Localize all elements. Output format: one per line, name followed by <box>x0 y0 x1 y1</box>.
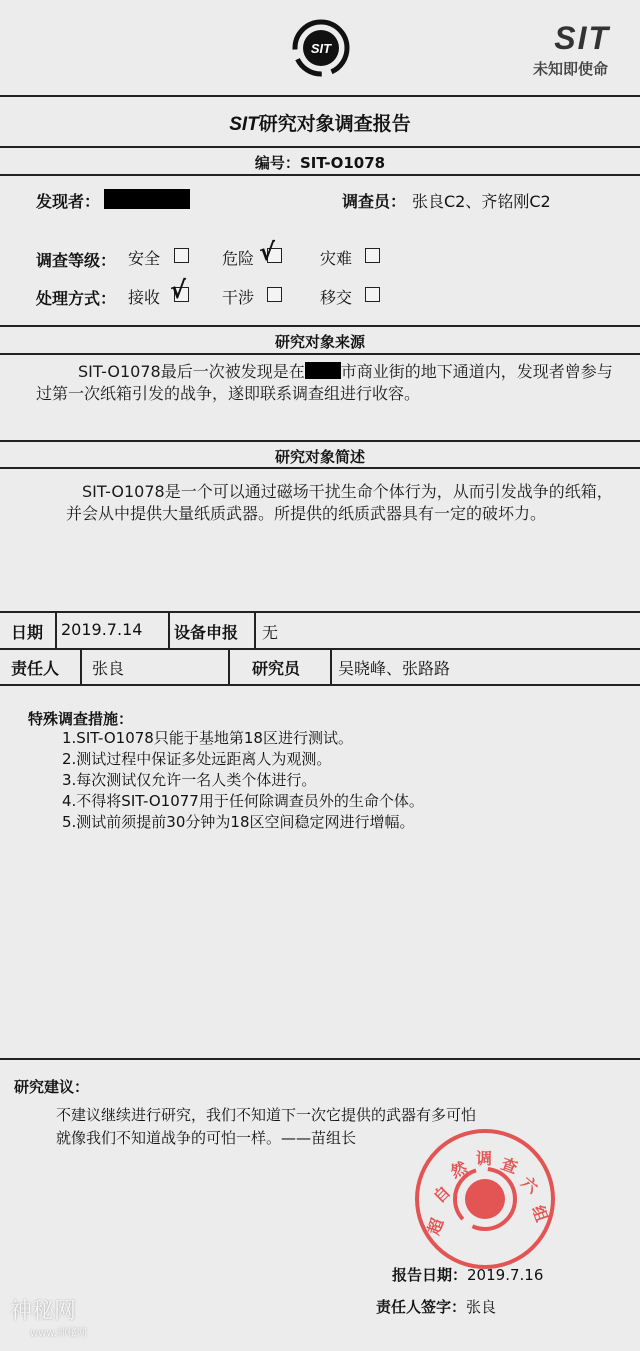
watermark-sub: www.神秘网 <box>30 1328 87 1339</box>
svg-text:六: 六 <box>517 1172 542 1198</box>
handling-checkbox-intervene[interactable] <box>267 287 282 302</box>
svg-text:然: 然 <box>447 1157 471 1182</box>
report-title <box>0 109 640 136</box>
divider <box>0 353 640 355</box>
divider <box>0 1058 640 1060</box>
source-text-part2: 市商业街的地下通道内，发现者曾参与过第一次纸箱引发的战争，遂即联系调查组进行收容。 <box>36 362 613 403</box>
owner-label: 责任人 <box>11 659 60 678</box>
suggestion-heading: 研究建议： <box>14 1078 90 1096</box>
brand-name: SIT <box>554 20 610 56</box>
owner-value: 张良 <box>92 659 125 678</box>
handling-option-label-intervene: 干涉 <box>222 288 255 307</box>
svg-text:查: 查 <box>498 1153 521 1178</box>
checkmark-icon: √ <box>170 276 187 304</box>
sit-logo-emblem <box>285 14 357 82</box>
device-value: 无 <box>262 623 279 642</box>
measures-list <box>62 728 424 833</box>
signature-value: 张良 <box>466 1298 497 1316</box>
summary-text: SIT-O1078是一个可以通过磁场干扰生命个体行为，从而引发战争的纸箱，并会从中提供大量纸质武器。所提供的纸质武器具有一定的破坏力。 <box>66 482 613 523</box>
divider <box>0 95 640 97</box>
report-number-value: SIT-O1078 <box>299 154 386 172</box>
source-text-part1: SIT-O1078最后一次被发现是在 <box>78 362 305 381</box>
suggestion-line-2: 就像我们不知道战争的可怕一样。——苗组长 <box>56 1129 357 1147</box>
divider <box>0 325 640 327</box>
level-option-label-safe: 安全 <box>128 249 161 268</box>
report-date-value: 2019.7.16 <box>467 1266 544 1284</box>
list-item: 2.测试过程中保证多处远距离人为观测。 <box>62 750 332 768</box>
handling-label: 处理方式： <box>36 289 117 308</box>
date-label: 日期 <box>11 623 44 642</box>
report-date-label: 报告日期： <box>392 1266 468 1284</box>
researcher-label: 研究员 <box>252 659 301 678</box>
source-heading: 研究对象来源 <box>274 333 365 351</box>
table-border <box>0 611 640 613</box>
table-border <box>168 611 170 650</box>
report-title-text: 研究对象调查报告 <box>258 113 411 135</box>
list-item: 3.每次测试仅允许一名人类个体进行。 <box>62 771 317 789</box>
table-border <box>0 648 640 650</box>
level-option-label-danger: 危险 <box>222 249 255 268</box>
list-item: 1.SIT-O1078只能于基地第18区进行测试。 <box>62 729 353 747</box>
signature-label: 责任人签字： <box>376 1298 467 1316</box>
table-border <box>330 648 332 686</box>
table-border <box>0 684 640 686</box>
redacted-discoverer <box>104 189 190 209</box>
date-value: 2019.7.14 <box>61 620 143 639</box>
report-number <box>0 152 640 173</box>
discoverer-label: 发现者： <box>36 192 101 211</box>
checkmark-icon: √ <box>259 238 276 266</box>
svg-text:组: 组 <box>528 1202 552 1225</box>
table-border <box>228 648 230 686</box>
handling-checkbox-transfer[interactable] <box>365 287 380 302</box>
official-seal-stamp <box>410 1124 560 1274</box>
list-item: 5.测试前须提前30分钟为18区空间稳定网进行增幅。 <box>62 813 415 831</box>
level-checkbox-disaster[interactable] <box>365 248 380 263</box>
report-number-label: 编号： <box>254 154 300 172</box>
investigator-label: 调查员： <box>342 192 407 211</box>
suggestion-line-1: 不建议继续进行研究，我们不知道下一次它提供的武器有多可怕 <box>56 1106 477 1124</box>
svg-text:调: 调 <box>476 1149 493 1168</box>
source-paragraph <box>36 361 618 405</box>
divider <box>0 467 640 469</box>
brand-slogan: 未知即使命 <box>532 60 608 78</box>
device-label: 设备申报 <box>174 623 239 642</box>
report-title-prefix: SIT <box>229 114 259 135</box>
watermark-main: 神秘网 <box>10 1299 77 1324</box>
investigator-value: 张良C2、齐铭刚C2 <box>412 192 551 211</box>
svg-text:超: 超 <box>423 1215 448 1238</box>
svg-text:自: 自 <box>429 1182 455 1207</box>
summary-heading: 研究对象简述 <box>274 448 365 466</box>
table-border <box>55 611 57 650</box>
level-label: 调查等级： <box>36 251 117 270</box>
logo-text: SIT <box>310 41 332 56</box>
list-item: 4.不得将SIT-O1077用于任何除调查员外的生命个体。 <box>62 792 424 810</box>
report-date <box>392 1264 543 1285</box>
table-border <box>80 648 82 686</box>
level-checkbox-safe[interactable] <box>174 248 189 263</box>
handling-option-label-accept: 接收 <box>128 288 161 307</box>
level-option-label-disaster: 灾难 <box>320 249 353 268</box>
divider <box>0 440 640 442</box>
signature <box>376 1296 496 1317</box>
divider <box>0 146 640 148</box>
redacted-city <box>305 362 341 379</box>
measures-heading: 特殊调查措施： <box>28 710 134 728</box>
table-border <box>254 611 256 650</box>
handling-option-label-transfer: 移交 <box>320 288 353 307</box>
researcher-value: 吴晓峰、张路路 <box>338 659 451 678</box>
divider <box>0 174 640 176</box>
